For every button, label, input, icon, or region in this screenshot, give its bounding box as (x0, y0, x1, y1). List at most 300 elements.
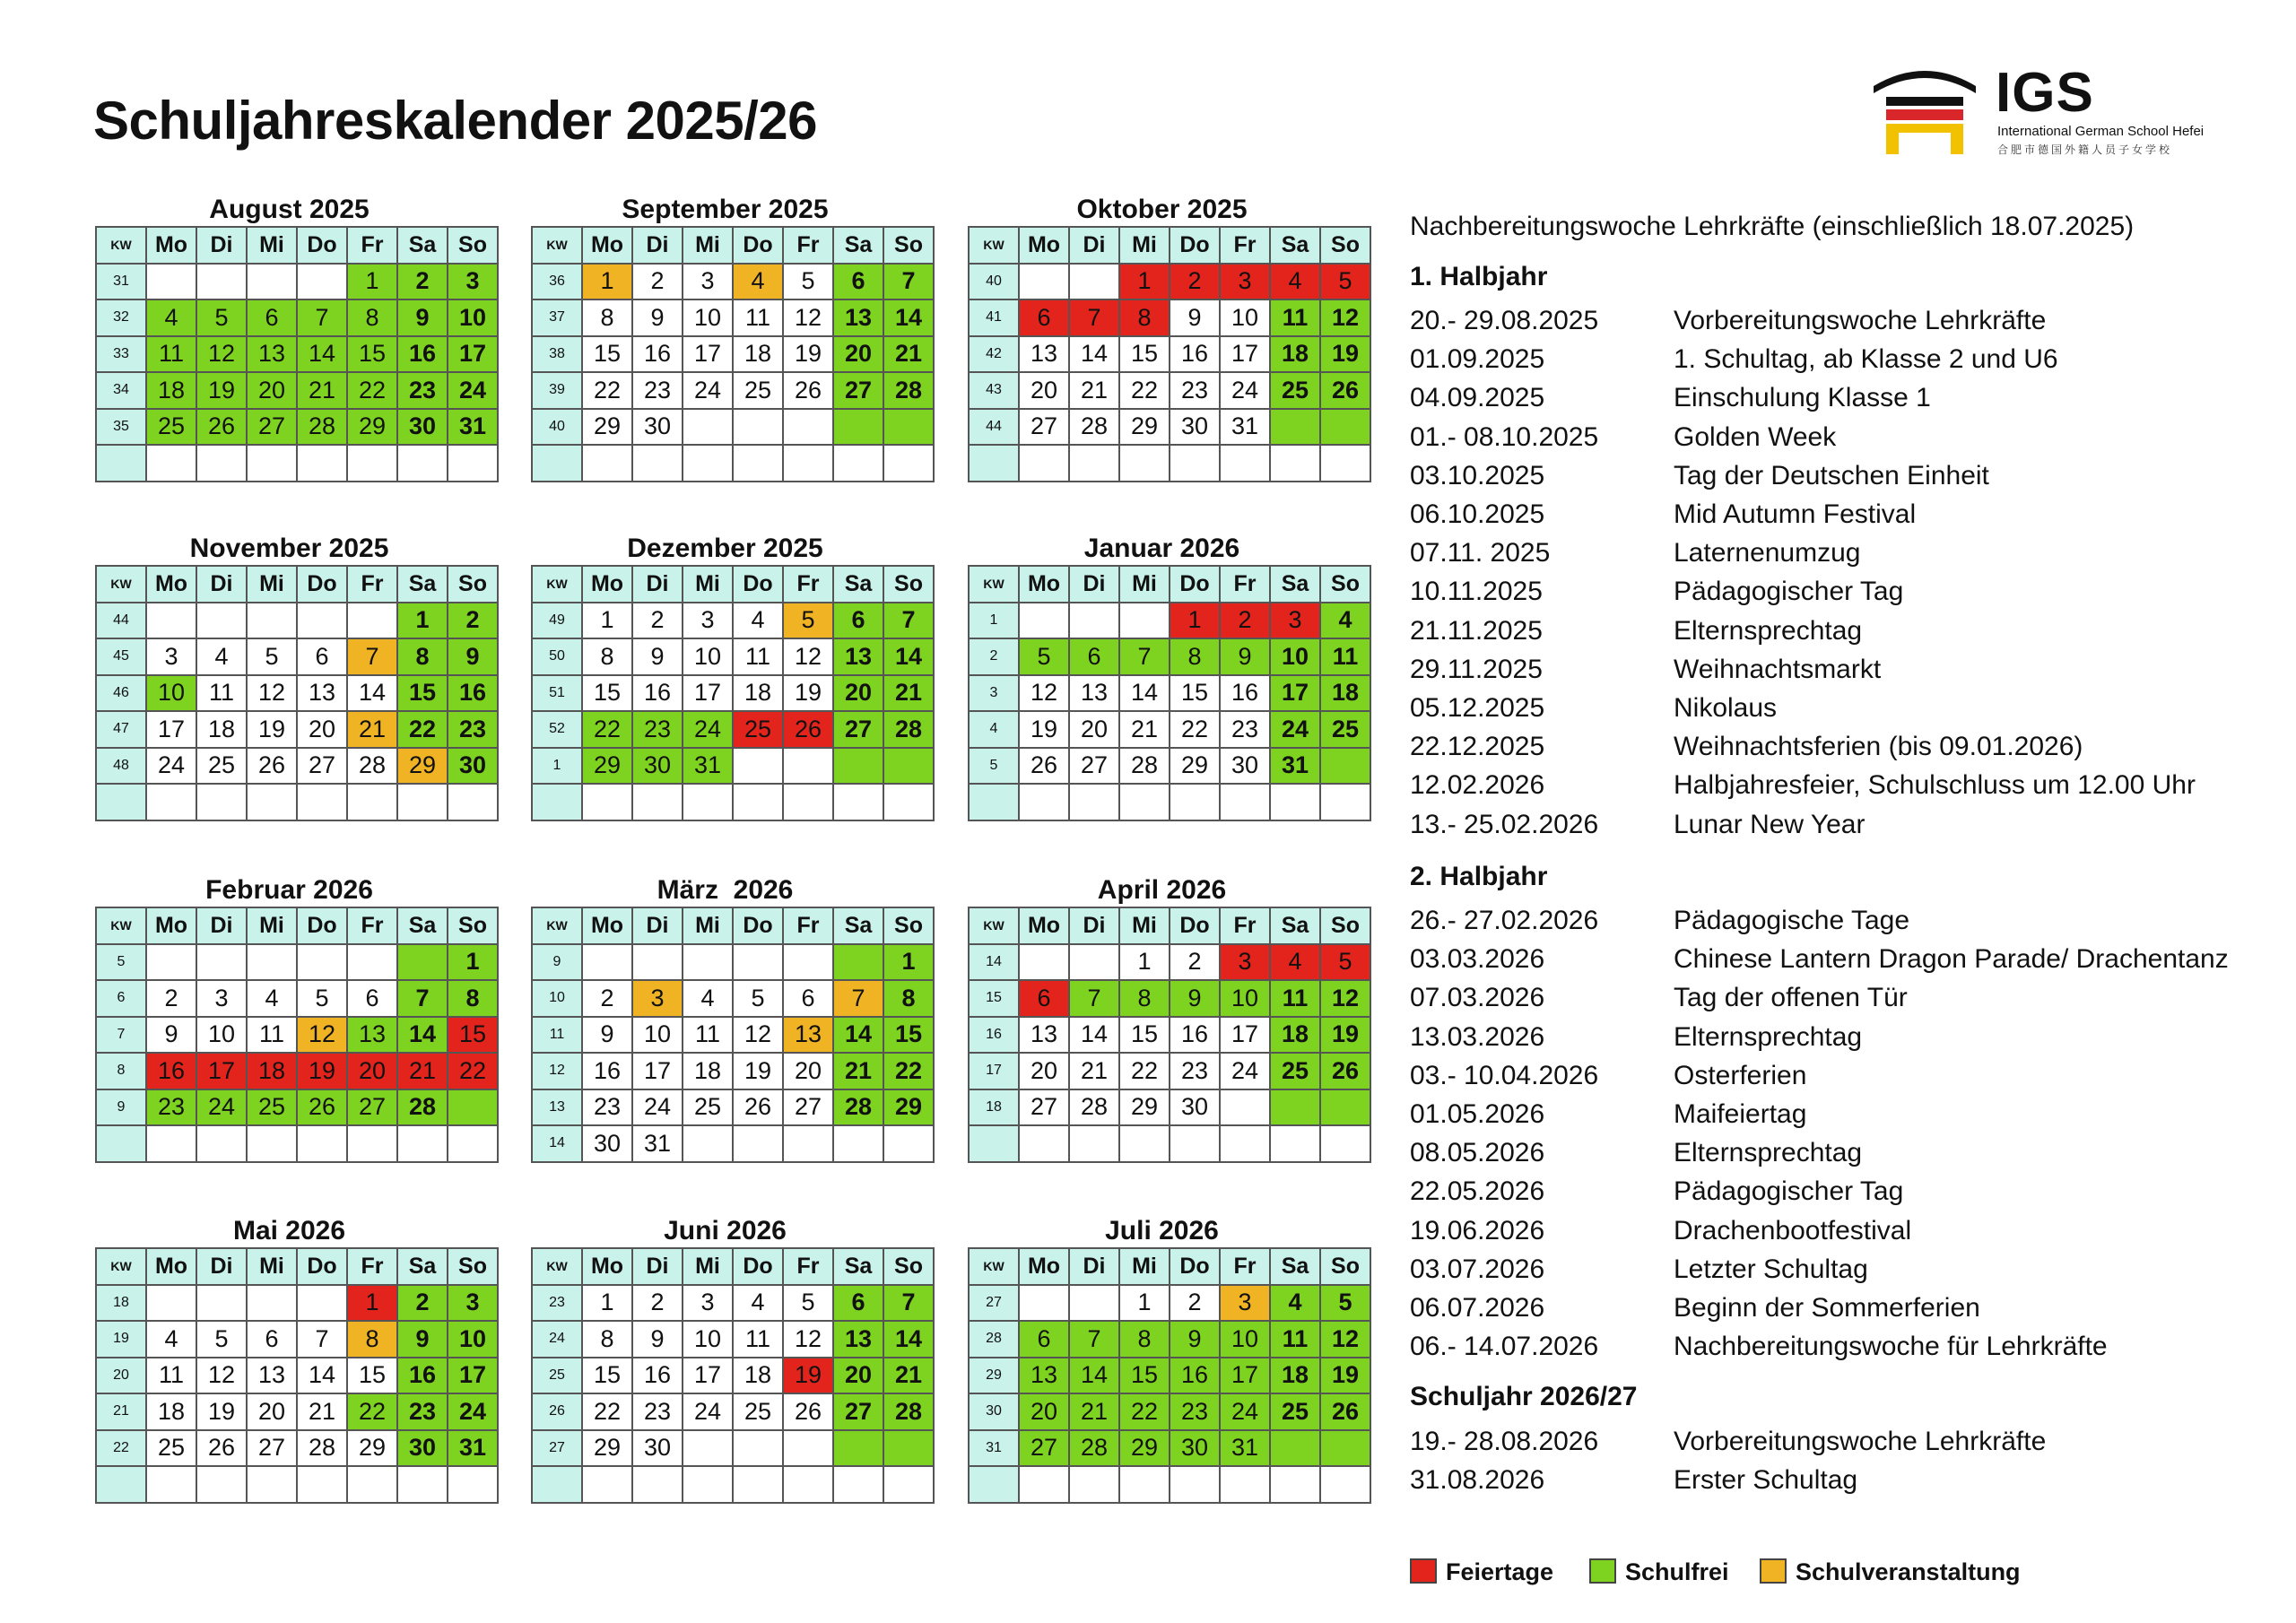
week-row (96, 264, 498, 300)
kw-cell: 6 (96, 980, 146, 1017)
week-row (969, 1053, 1370, 1089)
day-cell: 29 (347, 1430, 397, 1467)
week-row (96, 1466, 498, 1503)
legend-swatch (1589, 1558, 1616, 1584)
day-cell (347, 784, 397, 820)
day-cell: 3 (683, 603, 733, 639)
weekday-header: So (1320, 566, 1370, 603)
month-calendar (531, 531, 923, 821)
kw-cell: 32 (96, 299, 146, 336)
day-cell (833, 1466, 883, 1503)
day-cell (196, 784, 247, 820)
month-title: Juli 2026 (1105, 1216, 1219, 1245)
day-cell: 10 (1220, 299, 1270, 336)
weekday-header: Di (1069, 566, 1119, 603)
day-cell: 8 (1119, 980, 1170, 1017)
day-cell: 27 (1019, 1089, 1069, 1126)
week-row (96, 409, 498, 446)
day-cell (1270, 1125, 1320, 1162)
day-cell: 19 (733, 1053, 783, 1089)
day-cell: 3 (448, 1285, 498, 1322)
day-cell (297, 1466, 347, 1503)
day-cell: 2 (1220, 603, 1270, 639)
day-cell: 28 (1069, 1089, 1119, 1126)
day-cell: 28 (297, 1430, 347, 1467)
day-cell: 28 (297, 409, 347, 446)
day-cell: 14 (1069, 1017, 1119, 1054)
weekday-header: Mo (1019, 566, 1069, 603)
day-cell: 24 (146, 748, 196, 785)
day-cell: 7 (297, 299, 347, 336)
day-cell: 21 (883, 336, 934, 373)
day-cell (632, 784, 683, 820)
event-description: Elternsprechtag (1674, 1021, 1863, 1052)
day-cell (297, 944, 347, 981)
week-row (96, 638, 498, 675)
month-calendar (968, 872, 1360, 1163)
month-title: November 2025 (189, 534, 389, 563)
weekday-header: So (1320, 227, 1370, 264)
day-cell: 13 (347, 1017, 397, 1054)
event-date: 03.- 10.04.2026 (1410, 1060, 1599, 1090)
day-cell: 18 (247, 1053, 297, 1089)
day-cell: 28 (397, 1089, 448, 1126)
day-cell: 9 (1170, 1321, 1220, 1358)
day-cell: 19 (1320, 1017, 1370, 1054)
day-cell: 4 (733, 603, 783, 639)
day-cell (297, 784, 347, 820)
day-cell (196, 1466, 247, 1503)
week-row (969, 336, 1370, 373)
kw-cell: 1 (532, 748, 582, 785)
day-cell (1270, 409, 1320, 446)
month-calendar (95, 1213, 487, 1504)
kw-cell (96, 445, 146, 482)
day-cell: 26 (1320, 1053, 1370, 1089)
day-cell: 25 (733, 1393, 783, 1430)
week-row (969, 603, 1370, 639)
day-cell: 23 (397, 1393, 448, 1430)
day-cell (1119, 784, 1170, 820)
week-row (532, 603, 934, 639)
day-cell: 19 (196, 1393, 247, 1430)
kw-cell: 42 (969, 336, 1019, 373)
week-row (969, 1089, 1370, 1126)
week-row (96, 980, 498, 1017)
day-cell (1069, 944, 1119, 981)
day-cell: 18 (1320, 675, 1370, 712)
kw-cell: 4 (969, 711, 1019, 748)
kw-cell: 5 (96, 944, 146, 981)
day-cell: 10 (1270, 638, 1320, 675)
day-cell (1119, 603, 1170, 639)
day-cell: 2 (448, 603, 498, 639)
day-cell: 22 (582, 711, 632, 748)
kw-cell: 20 (96, 1358, 146, 1394)
day-cell: 8 (582, 1321, 632, 1358)
weekday-header: Di (632, 1248, 683, 1285)
day-cell: 31 (683, 748, 733, 785)
day-cell: 17 (448, 336, 498, 373)
day-cell: 30 (632, 409, 683, 446)
event-description: Maifeiertag (1674, 1099, 1807, 1129)
day-cell (783, 1466, 833, 1503)
day-cell: 7 (297, 1321, 347, 1358)
kw-cell: 17 (969, 1053, 1019, 1089)
day-cell: 27 (297, 748, 347, 785)
logo-subtitle: International German School Hefei (1997, 124, 2205, 139)
kw-cell: 48 (96, 748, 146, 785)
day-cell (632, 1466, 683, 1503)
day-cell: 20 (1019, 1393, 1069, 1430)
day-cell: 28 (1069, 409, 1119, 446)
day-cell (1019, 603, 1069, 639)
event-description: Beginn der Sommerferien (1674, 1293, 1980, 1323)
day-cell: 30 (1170, 1089, 1220, 1126)
day-cell (683, 784, 733, 820)
kw-cell: 30 (969, 1393, 1019, 1430)
kw-cell: 15 (969, 980, 1019, 1017)
weekday-header: Do (733, 1248, 783, 1285)
weekday-header: Sa (833, 1248, 883, 1285)
kw-cell: 38 (532, 336, 582, 373)
day-cell (883, 1125, 934, 1162)
month-title: März 2026 (657, 875, 794, 905)
day-cell (733, 445, 783, 482)
day-cell: 10 (196, 1017, 247, 1054)
day-cell: 29 (582, 409, 632, 446)
week-row (96, 1053, 498, 1089)
day-cell: 12 (1019, 675, 1069, 712)
kw-cell (969, 784, 1019, 820)
day-cell (883, 784, 934, 820)
kw-header: KW (969, 907, 1019, 944)
day-cell: 27 (247, 409, 297, 446)
kw-cell: 34 (96, 372, 146, 409)
week-row (96, 1017, 498, 1054)
week-row (96, 1089, 498, 1126)
day-cell: 10 (683, 638, 733, 675)
day-cell: 21 (297, 372, 347, 409)
day-cell (397, 445, 448, 482)
weekday-header: Di (196, 227, 247, 264)
day-cell: 3 (683, 264, 733, 300)
week-row (96, 944, 498, 981)
kw-cell: 14 (969, 944, 1019, 981)
kw-cell: 8 (96, 1053, 146, 1089)
legend-label: Schulveranstaltung (1796, 1558, 2021, 1585)
day-cell: 16 (1170, 1358, 1220, 1394)
day-cell: 13 (1019, 1358, 1069, 1394)
day-cell (833, 748, 883, 785)
week-row (532, 409, 934, 446)
day-cell: 23 (582, 1089, 632, 1126)
day-cell: 28 (883, 711, 934, 748)
day-cell: 21 (397, 1053, 448, 1089)
day-cell: 16 (397, 336, 448, 373)
legend-label: Schulfrei (1625, 1558, 1729, 1585)
day-cell: 27 (833, 711, 883, 748)
weekday-header: Sa (397, 227, 448, 264)
weekday-header: Mi (247, 227, 297, 264)
day-cell: 10 (1220, 980, 1270, 1017)
day-cell (733, 944, 783, 981)
events-intro: Nachbereitungswoche Lehrkräfte (einschließlich 18.07.2025) (1410, 212, 2135, 241)
weekday-header: So (883, 907, 934, 944)
day-cell: 18 (733, 675, 783, 712)
day-cell: 8 (347, 1321, 397, 1358)
day-cell: 19 (783, 1358, 833, 1394)
month-title: August 2025 (209, 195, 370, 224)
day-cell (783, 1125, 833, 1162)
day-cell: 8 (1119, 1321, 1170, 1358)
day-cell: 7 (1069, 299, 1119, 336)
week-row (969, 1358, 1370, 1394)
day-cell: 30 (1170, 1430, 1220, 1467)
weekday-header: Fr (783, 566, 833, 603)
weekday-header: Do (733, 566, 783, 603)
event-description: Elternsprechtag (1674, 615, 1863, 646)
month-table (95, 226, 499, 482)
day-cell: 25 (1270, 1393, 1320, 1430)
day-cell: 18 (146, 1393, 196, 1430)
day-cell: 30 (632, 1430, 683, 1467)
day-cell: 16 (1170, 1017, 1220, 1054)
day-cell: 20 (1019, 372, 1069, 409)
day-cell: 11 (683, 1017, 733, 1054)
day-cell: 19 (196, 372, 247, 409)
day-cell: 21 (833, 1053, 883, 1089)
event-date: 03.07.2026 (1410, 1254, 1545, 1284)
week-row (969, 445, 1370, 482)
day-cell: 17 (1270, 675, 1320, 712)
event-date: 05.12.2025 (1410, 693, 1545, 723)
event-date: 10.11.2025 (1410, 577, 1543, 607)
weekday-header: Mo (582, 1248, 632, 1285)
week-row (96, 711, 498, 748)
day-cell: 26 (733, 1089, 783, 1126)
day-cell (247, 1466, 297, 1503)
day-cell: 12 (1320, 980, 1370, 1017)
kw-cell: 7 (96, 1017, 146, 1054)
day-cell: 23 (448, 711, 498, 748)
day-cell: 15 (883, 1017, 934, 1054)
weekday-header: Fr (783, 1248, 833, 1285)
day-cell: 13 (833, 299, 883, 336)
month-title: Dezember 2025 (627, 534, 823, 563)
week-row (969, 944, 1370, 981)
event-date: 13.- 25.02.2026 (1410, 809, 1599, 839)
day-cell: 27 (1019, 409, 1069, 446)
day-cell: 27 (833, 1393, 883, 1430)
day-cell: 26 (783, 372, 833, 409)
week-row (96, 748, 498, 785)
day-cell (397, 1125, 448, 1162)
day-cell: 22 (883, 1053, 934, 1089)
day-cell (683, 445, 733, 482)
kw-cell: 47 (96, 711, 146, 748)
day-cell: 24 (632, 1089, 683, 1126)
month-table (531, 1247, 935, 1504)
weekday-header: Do (297, 1248, 347, 1285)
day-cell: 29 (1119, 409, 1170, 446)
day-cell (297, 445, 347, 482)
month-title: Mai 2026 (232, 1216, 346, 1245)
day-cell: 22 (1119, 372, 1170, 409)
event-description: Weihnachtsmarkt (1674, 654, 1882, 684)
month-table (95, 1247, 499, 1504)
event-date: 21.11.2025 (1410, 615, 1543, 646)
day-cell: 3 (448, 264, 498, 300)
day-cell: 24 (683, 372, 733, 409)
weekday-header: Mo (1019, 1248, 1069, 1285)
day-cell (683, 1430, 733, 1467)
day-cell: 27 (1019, 1430, 1069, 1467)
day-cell (783, 748, 833, 785)
week-row (532, 1285, 934, 1322)
day-cell: 12 (196, 1358, 247, 1394)
event-date: 13.03.2026 (1410, 1021, 1545, 1052)
day-cell: 1 (883, 944, 934, 981)
day-cell (1069, 603, 1119, 639)
day-cell: 16 (397, 1358, 448, 1394)
day-cell (247, 1125, 297, 1162)
weekday-header: Di (196, 907, 247, 944)
day-cell: 24 (683, 1393, 733, 1430)
day-cell: 4 (733, 1285, 783, 1322)
week-row (532, 264, 934, 300)
day-cell: 6 (297, 638, 347, 675)
kw-cell: 27 (532, 1430, 582, 1467)
day-cell: 19 (1320, 336, 1370, 373)
day-cell (833, 1430, 883, 1467)
day-cell: 4 (683, 980, 733, 1017)
day-cell (448, 445, 498, 482)
day-cell: 20 (833, 675, 883, 712)
kw-cell: 46 (96, 675, 146, 712)
event-date: 29.11.2025 (1410, 654, 1543, 684)
day-cell (883, 445, 934, 482)
kw-header: KW (532, 907, 582, 944)
week-row (532, 748, 934, 785)
day-cell (783, 409, 833, 446)
day-cell: 8 (582, 299, 632, 336)
event-date: 20.- 29.08.2025 (1410, 306, 1599, 335)
day-cell (347, 603, 397, 639)
day-cell: 25 (146, 1430, 196, 1467)
week-row (532, 445, 934, 482)
day-cell: 6 (1019, 299, 1069, 336)
day-cell: 14 (883, 1321, 934, 1358)
weekday-header: Fr (347, 227, 397, 264)
kw-cell: 12 (532, 1053, 582, 1089)
day-cell: 23 (632, 372, 683, 409)
day-cell: 27 (347, 1089, 397, 1126)
month-table (531, 226, 935, 482)
day-cell (833, 1125, 883, 1162)
day-cell: 10 (1220, 1321, 1270, 1358)
day-cell: 22 (1119, 1393, 1170, 1430)
day-cell: 20 (297, 711, 347, 748)
day-cell: 21 (1069, 1053, 1119, 1089)
day-cell: 1 (347, 1285, 397, 1322)
day-cell: 19 (783, 675, 833, 712)
day-cell: 29 (582, 1430, 632, 1467)
day-cell: 26 (783, 1393, 833, 1430)
month-table (531, 565, 935, 821)
day-cell: 5 (783, 603, 833, 639)
day-cell: 2 (146, 980, 196, 1017)
kw-cell: 40 (532, 409, 582, 446)
day-cell (833, 784, 883, 820)
kw-cell (96, 1125, 146, 1162)
day-cell: 28 (347, 748, 397, 785)
weekday-header: Mi (683, 227, 733, 264)
day-cell: 12 (1320, 299, 1370, 336)
kw-cell: 49 (532, 603, 582, 639)
month-calendar (968, 531, 1360, 821)
day-cell: 15 (347, 336, 397, 373)
kw-cell: 18 (969, 1089, 1019, 1126)
day-cell: 14 (883, 299, 934, 336)
day-cell: 19 (297, 1053, 347, 1089)
day-cell: 16 (448, 675, 498, 712)
kw-cell: 33 (96, 336, 146, 373)
day-cell: 13 (297, 675, 347, 712)
weekday-header: Fr (1220, 227, 1270, 264)
day-cell (833, 409, 883, 446)
day-cell (783, 1430, 833, 1467)
weekday-header: So (1320, 907, 1370, 944)
kw-cell: 19 (96, 1321, 146, 1358)
day-cell (1069, 264, 1119, 300)
month-title: April 2026 (1097, 875, 1227, 905)
kw-header: KW (96, 227, 146, 264)
weekday-header: Di (196, 566, 247, 603)
day-cell: 11 (196, 675, 247, 712)
week-row (969, 409, 1370, 446)
day-cell: 6 (1019, 980, 1069, 1017)
day-cell: 6 (247, 299, 297, 336)
kw-cell: 16 (969, 1017, 1019, 1054)
day-cell (297, 1125, 347, 1162)
day-cell: 24 (1220, 1053, 1270, 1089)
day-cell (1220, 445, 1270, 482)
kw-cell (969, 1125, 1019, 1162)
day-cell: 28 (883, 1393, 934, 1430)
weekday-header: Do (297, 907, 347, 944)
day-cell (347, 1466, 397, 1503)
day-cell (247, 784, 297, 820)
day-cell: 24 (448, 1393, 498, 1430)
event-description: Weihnachtsferien (bis 09.01.2026) (1674, 732, 2083, 762)
week-row (532, 1125, 934, 1162)
kw-cell: 5 (969, 748, 1019, 785)
day-cell (1220, 1466, 1270, 1503)
weekday-header: Mi (683, 907, 733, 944)
day-cell: 2 (1170, 1285, 1220, 1322)
kw-cell: 28 (969, 1321, 1019, 1358)
weekday-header: Di (1069, 907, 1119, 944)
day-cell: 2 (1170, 264, 1220, 300)
day-cell: 14 (1069, 1358, 1119, 1394)
day-cell (683, 944, 733, 981)
weekday-header: Do (1170, 1248, 1220, 1285)
week-row (532, 784, 934, 820)
day-cell: 21 (297, 1393, 347, 1430)
day-cell (1019, 264, 1069, 300)
day-cell: 1 (582, 1285, 632, 1322)
